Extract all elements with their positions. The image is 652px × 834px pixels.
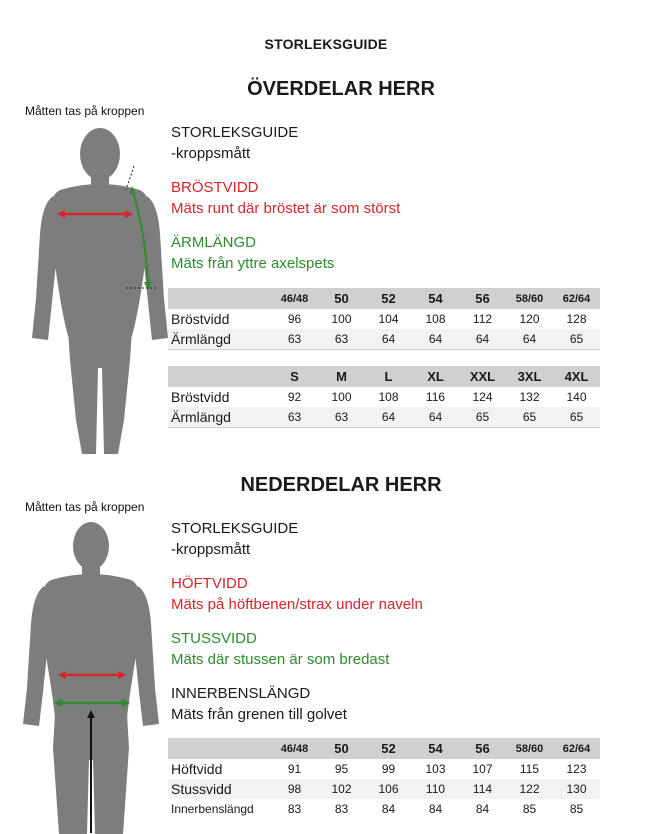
size-header: 56: [459, 738, 506, 759]
table-cell: 63: [271, 407, 318, 428]
table-cell: 96: [271, 309, 318, 329]
table-cell: 85: [553, 799, 600, 819]
size-header: 58/60: [506, 288, 553, 309]
seat-measure-arrow: [52, 697, 132, 709]
size-header: XXL: [459, 366, 506, 387]
table-cell: 107: [459, 759, 506, 779]
sleeve-label: ÄRMLÄNGD: [171, 234, 257, 251]
table-cell: 98: [271, 779, 318, 799]
row-label: Stussvidd: [168, 779, 271, 799]
table-row: [168, 799, 600, 819]
table-cell: 130: [553, 779, 600, 799]
inseam-description: Mäts från grenen till golvet: [171, 706, 347, 723]
size-header: 4XL: [553, 366, 600, 387]
size-header: 58/60: [506, 738, 553, 759]
table-cell: 63: [318, 407, 365, 428]
size-header: 62/64: [553, 288, 600, 309]
table-cell: 84: [412, 799, 459, 819]
table-row: [168, 329, 600, 350]
tops-guide-title: STORLEKSGUIDE: [171, 124, 299, 141]
table-cell: 99: [365, 759, 412, 779]
sleeve-measure-arrow: [120, 164, 160, 294]
size-header: XL: [412, 366, 459, 387]
table-cell: 84: [459, 799, 506, 819]
table-cell: 65: [459, 407, 506, 428]
table-cell: 83: [318, 799, 365, 819]
table-cell: 124: [459, 387, 506, 407]
table-cell: 140: [553, 387, 600, 407]
inseam-measure-arrow: [85, 709, 97, 833]
table-header-empty: [168, 366, 271, 387]
table-cell: 123: [553, 759, 600, 779]
table-cell: 63: [318, 329, 365, 350]
bottoms-guide-subtitle: -kroppsmått: [171, 541, 251, 558]
table-cell: 106: [365, 779, 412, 799]
bottoms-section-title: NEDERDELAR HERR: [240, 474, 442, 496]
table-cell: 116: [412, 387, 459, 407]
table-cell: 112: [459, 309, 506, 329]
table-cell: 85: [506, 799, 553, 819]
table-row: [168, 309, 600, 329]
tops-guide-subtitle: -kroppsmått: [171, 145, 251, 162]
table-cell: 65: [553, 329, 600, 350]
table-cell: 64: [365, 407, 412, 428]
size-header: 52: [365, 288, 412, 309]
table-cell: 114: [459, 779, 506, 799]
table-cell: 128: [553, 309, 600, 329]
table-row: [168, 759, 600, 779]
size-header: 54: [412, 288, 459, 309]
table-cell: 64: [412, 329, 459, 350]
size-header: M: [318, 366, 365, 387]
table-cell: 103: [412, 759, 459, 779]
page-title: STORLEKSGUIDE: [264, 36, 388, 52]
table-cell: 65: [553, 407, 600, 428]
table-cell: 84: [365, 799, 412, 819]
size-header: 52: [365, 738, 412, 759]
table-header-row: [168, 366, 600, 387]
table-cell: 91: [271, 759, 318, 779]
row-label: Innerbenslängd: [168, 799, 271, 819]
table-cell: 92: [271, 387, 318, 407]
hip-measure-arrow: [56, 669, 128, 681]
bottoms-info: [171, 518, 423, 725]
table-header-row: [168, 288, 600, 309]
table-header-row: [168, 738, 600, 759]
table-cell: 122: [506, 779, 553, 799]
table-row: [168, 407, 600, 428]
row-label: Ärmlängd: [168, 407, 271, 428]
size-header: 56: [459, 288, 506, 309]
size-header: 54: [412, 738, 459, 759]
size-header: 50: [318, 738, 365, 759]
table-cell: 102: [318, 779, 365, 799]
size-header: L: [365, 366, 412, 387]
table-cell: 110: [412, 779, 459, 799]
size-header: 62/64: [553, 738, 600, 759]
chest-label: BRÖSTVIDD: [171, 179, 259, 196]
size-header: 3XL: [506, 366, 553, 387]
table-cell: 132: [506, 387, 553, 407]
table-cell: 64: [412, 407, 459, 428]
table-cell: 108: [412, 309, 459, 329]
tops-size-table-letter: [168, 366, 600, 428]
tops-section-title: ÖVERDELAR HERR: [247, 78, 435, 100]
table-cell: 120: [506, 309, 553, 329]
table-cell: 64: [365, 329, 412, 350]
table-row: [168, 779, 600, 799]
tops-measure-note: Måtten tas på kroppen: [25, 104, 145, 118]
hip-description: Mäts på höftbenen/strax under naveln: [171, 596, 423, 613]
table-header-empty: [168, 738, 271, 759]
table-cell: 64: [459, 329, 506, 350]
table-cell: 64: [506, 329, 553, 350]
bottoms-guide-title: STORLEKSGUIDE: [171, 520, 299, 537]
seat-description: Mäts där stussen är som bredast: [171, 651, 390, 668]
seat-label: STUSSVIDD: [171, 630, 257, 647]
table-cell: 63: [271, 329, 318, 350]
table-cell: 115: [506, 759, 553, 779]
table-cell: 83: [271, 799, 318, 819]
row-label: Bröstvidd: [168, 309, 271, 329]
row-label: Ärmlängd: [168, 329, 271, 350]
bottoms-measure-note: Måtten tas på kroppen: [25, 500, 145, 514]
size-header: 46/48: [271, 738, 318, 759]
hip-label: HÖFTVIDD: [171, 575, 248, 592]
size-header: 50: [318, 288, 365, 309]
sleeve-description: Mäts från yttre axelspets: [171, 255, 335, 272]
table-cell: 95: [318, 759, 365, 779]
table-cell: 100: [318, 309, 365, 329]
tops-info: [171, 122, 400, 274]
table-cell: 100: [318, 387, 365, 407]
table-header-empty: [168, 288, 271, 309]
row-label: Bröstvidd: [168, 387, 271, 407]
table-cell: 65: [506, 407, 553, 428]
size-header: S: [271, 366, 318, 387]
inseam-label: INNERBENSLÄNGD: [171, 685, 311, 702]
chest-description: Mäts runt där bröstet är som störst: [171, 200, 401, 217]
tops-size-table-numeric: [168, 288, 600, 350]
size-header: 46/48: [271, 288, 318, 309]
table-cell: 104: [365, 309, 412, 329]
row-label: Höftvidd: [168, 759, 271, 779]
table-cell: 108: [365, 387, 412, 407]
bottoms-size-table: [168, 738, 600, 819]
table-row: [168, 387, 600, 407]
